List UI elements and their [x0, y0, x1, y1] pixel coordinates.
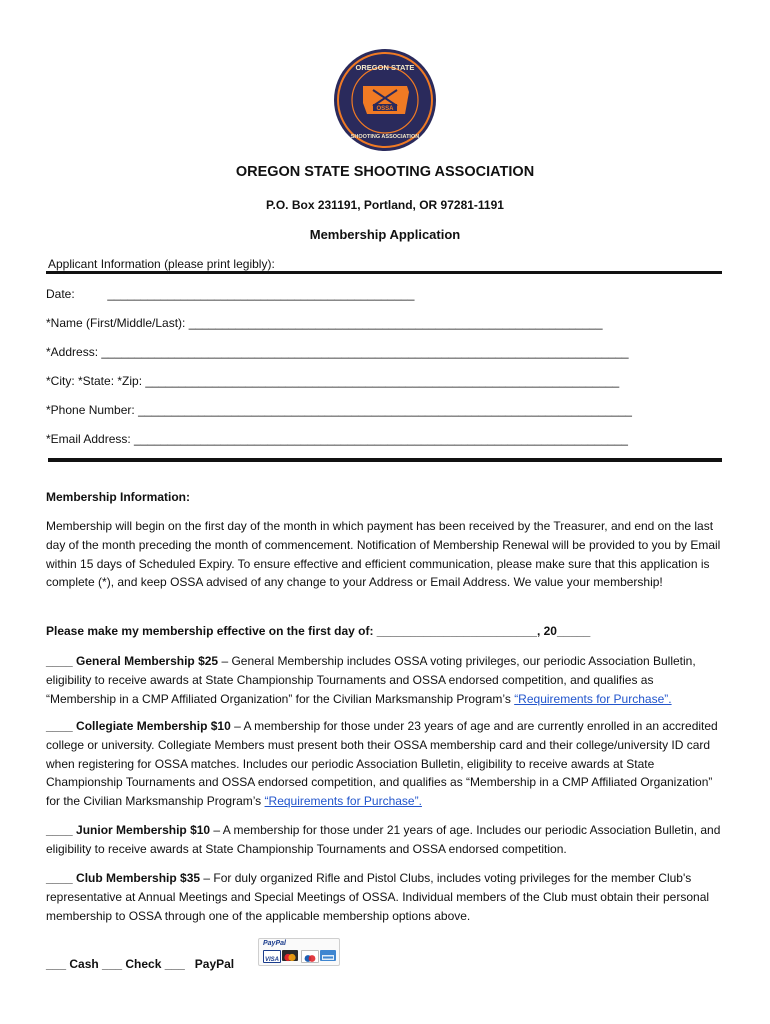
logo-mid-text: OSSA [376, 106, 394, 112]
collegiate-membership-option[interactable] [46, 717, 726, 811]
collegiate-requirements-link[interactable]: “Requirements for Purchase”. [264, 794, 422, 809]
membership-heading: Membership Information: [46, 490, 191, 504]
bottom-divider [48, 458, 722, 462]
membership-intro: Membership will begin on the first day of the month in which payment has been received by the Treasurer, and end on the last day of the month preceding the month of commencement. Notification of Membership Renewal will be provided to you by Email within 15 days of Scheduled Expiry. To ensure effective and efficient communication, please make sure that this application is complete (*), and keep OSSA advised of any change to your Address or Email Address. We value your membership! [46, 519, 721, 590]
amex-icon [320, 950, 336, 961]
logo-bottom-text: SHOOTING ASSOCIATION [350, 134, 420, 140]
email-blank[interactable]: __________________________________________________________________________ [134, 432, 628, 446]
date-label: Date: [46, 287, 75, 301]
date-field[interactable] [46, 287, 414, 301]
collegiate-checkbox-blank[interactable]: ____ [46, 719, 73, 733]
city-state-zip-blank[interactable]: _______________________________________________________________________ [145, 374, 620, 388]
ossa-logo [333, 48, 437, 152]
name-label: *Name (First/Middle/Last): [46, 316, 186, 330]
email-label: *Email Address: [46, 432, 131, 446]
address-field[interactable] [46, 345, 629, 359]
junior-text: – A membership for those under 21 years of age. Includes our periodic Association Bulletin, and eligibility to receive awards at State Championship Tournaments and OSSA endorsed competition. [46, 823, 721, 856]
logo-top-text: OREGON STATE [355, 63, 415, 72]
junior-title: Junior Membership $10 [76, 823, 211, 837]
top-divider [46, 271, 722, 274]
address-label: *Address: [46, 345, 99, 359]
org-address: P.O. Box 231191, Portland, OR 97281-1191 [266, 198, 504, 212]
general-membership-option[interactable] [46, 652, 726, 708]
mastercard-icon [282, 950, 298, 961]
paypal-brand-text: PayPal [263, 940, 286, 947]
email-field[interactable] [46, 432, 628, 446]
org-name: OREGON STATE SHOOTING ASSOCIATION [235, 164, 535, 180]
junior-membership-option[interactable] [46, 821, 726, 859]
address-blank[interactable]: _______________________________________________________________________________ [101, 345, 629, 359]
club-membership-option[interactable] [46, 869, 726, 925]
paypal-badge [258, 938, 340, 966]
visa-icon [263, 950, 281, 963]
phone-field[interactable] [46, 403, 632, 417]
applicant-heading: Applicant Information (please print legibly): [48, 257, 275, 271]
name-field[interactable] [46, 316, 603, 330]
phone-blank[interactable]: __________________________________________________________________________ [138, 403, 632, 417]
club-checkbox-blank[interactable]: ____ [46, 871, 73, 885]
effective-date-line[interactable]: Please make my membership effective on the first day of: ________________________, 20_____ [46, 624, 591, 638]
collegiate-title: Collegiate Membership $10 [76, 719, 231, 733]
general-title: General Membership $25 [76, 654, 219, 668]
form-title: Membership Application [309, 227, 461, 242]
svg-text:VISA: VISA [264, 957, 280, 963]
general-checkbox-blank[interactable]: ____ [46, 654, 73, 668]
name-blank[interactable]: ______________________________________________________________ [188, 316, 603, 330]
club-title: Club Membership $35 [76, 871, 201, 885]
maestro-icon [301, 950, 319, 963]
club-text: – For duly organized Rifle and Pistol Clubs, includes voting privileges for the member Club's representative at Annual Meetings and Special Meetings of OSSA. Individual members of the Club must obtain their personal membership to OSSA through one of the applicable membership options above. [46, 871, 710, 923]
junior-checkbox-blank[interactable]: ____ [46, 823, 73, 837]
general-text: – General Membership includes OSSA voting privileges, our periodic Association Bulletin, eligibility to receive awards at State Championship Tournaments and OSSA endorsed competition, and qualifies as “Membership in a CMP Affiliated Organization” for the Civilian Marksmanship Program’s [46, 654, 696, 706]
collegiate-text: – A membership for those under 23 years of age and are currently enrolled in an accredited college or university. Collegiate Members must present both their OSSA membership card and their college/university ID card when registering for OSSA matches. Includes our periodic Association Bulletin, eligibility to receive awards at State Championship Tournaments and OSSA endorsed competition, and qualifies as “Membership in a CMP Affiliated Organization” for the Civilian Marksmanship Program’s [46, 719, 718, 809]
payment-options[interactable]: ___ Cash ___ Check ___ PayPal [46, 957, 235, 971]
city-state-zip-field[interactable] [46, 374, 619, 388]
city-state-zip-label: *City: *State: *Zip: [46, 374, 143, 388]
phone-label: *Phone Number: [46, 403, 135, 417]
general-requirements-link[interactable]: “Requirements for Purchase”. [514, 691, 672, 706]
date-blank[interactable]: ______________________________________________ [107, 287, 415, 301]
